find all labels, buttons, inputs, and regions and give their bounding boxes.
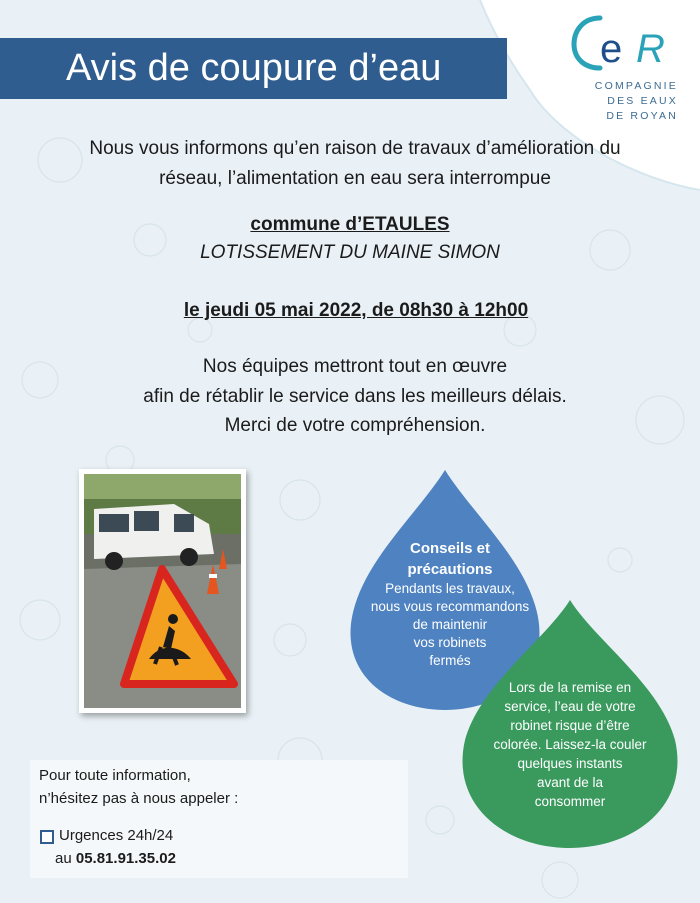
message-line-3: Merci de votre compréhension. (224, 415, 486, 436)
blue-drop-line-3: de maintenir (412, 617, 488, 632)
phone-line (55, 849, 176, 869)
contact-box (30, 760, 408, 878)
page-title: Avis de coupure d’eau (66, 47, 442, 89)
svg-text:e: e (600, 27, 623, 71)
phone-number[interactable]: 05.81.91.35.02 (75, 850, 176, 867)
outage-date: le jeudi 05 mai 2022, de 08h30 à 12h00 (183, 300, 529, 321)
blue-drop-line-4: vos robinets (413, 635, 487, 650)
green-drop-line-1: Lors de la remise en (508, 680, 632, 695)
lotissement-name: LOTISSEMENT DU MAINE SIMON (200, 242, 500, 263)
message-line-2: afin de rétablir le service dans les meilleurs délais. (143, 386, 567, 407)
logo-mark-icon (570, 10, 688, 80)
blue-drop-line-5: fermés (429, 653, 471, 668)
title-banner (0, 38, 507, 99)
green-drop-line-6: avant de la (536, 775, 604, 790)
blue-drop-line-1: Pendants les travaux, (385, 581, 515, 596)
worksite-photo-illustration (79, 469, 246, 713)
worksite-photo (79, 469, 246, 713)
contact-line-2: n’hésitez pas à nous appeler : (39, 790, 239, 807)
commune-name: commune d’ETAULES (250, 214, 450, 235)
svg-text:R: R (636, 27, 665, 71)
blue-drop-text (345, 538, 555, 670)
tips-title-line-2: précautions (407, 561, 493, 578)
green-drop-line-3: robinet risque d’être (510, 718, 630, 733)
intro-line-1: Nous vous informons qu’en raison de travaux d’amélioration du (89, 138, 621, 159)
tips-title-line-1: Conseils et (409, 540, 491, 557)
green-drop-line-4: colorée. Laissez-la couler (493, 737, 647, 752)
contact-line-1: Pour toute information, (39, 767, 191, 784)
urgences-label: Urgences 24h/24 (59, 827, 174, 844)
logo-line-2: DES EAUX (607, 95, 678, 107)
message-line-1: Nos équipes mettront tout en œuvre (202, 356, 508, 377)
green-drop-line-5: quelques instants (517, 756, 623, 771)
green-drop-text (460, 678, 680, 811)
intro-line-2: réseau, l’alimentation en eau sera interrompue (159, 168, 551, 189)
green-drop-line-7: consommer (534, 794, 606, 809)
checkbox-bullet-icon (40, 830, 54, 844)
company-logo (570, 10, 688, 125)
logo-line-1: COMPAGNIE (594, 80, 678, 92)
logo-line-3: DE ROYAN (606, 110, 678, 122)
blue-drop-line-2: nous vous recommandons (370, 599, 530, 614)
green-drop-line-2: service, l’eau de votre (504, 699, 636, 714)
phone-prefix: au (55, 850, 72, 867)
